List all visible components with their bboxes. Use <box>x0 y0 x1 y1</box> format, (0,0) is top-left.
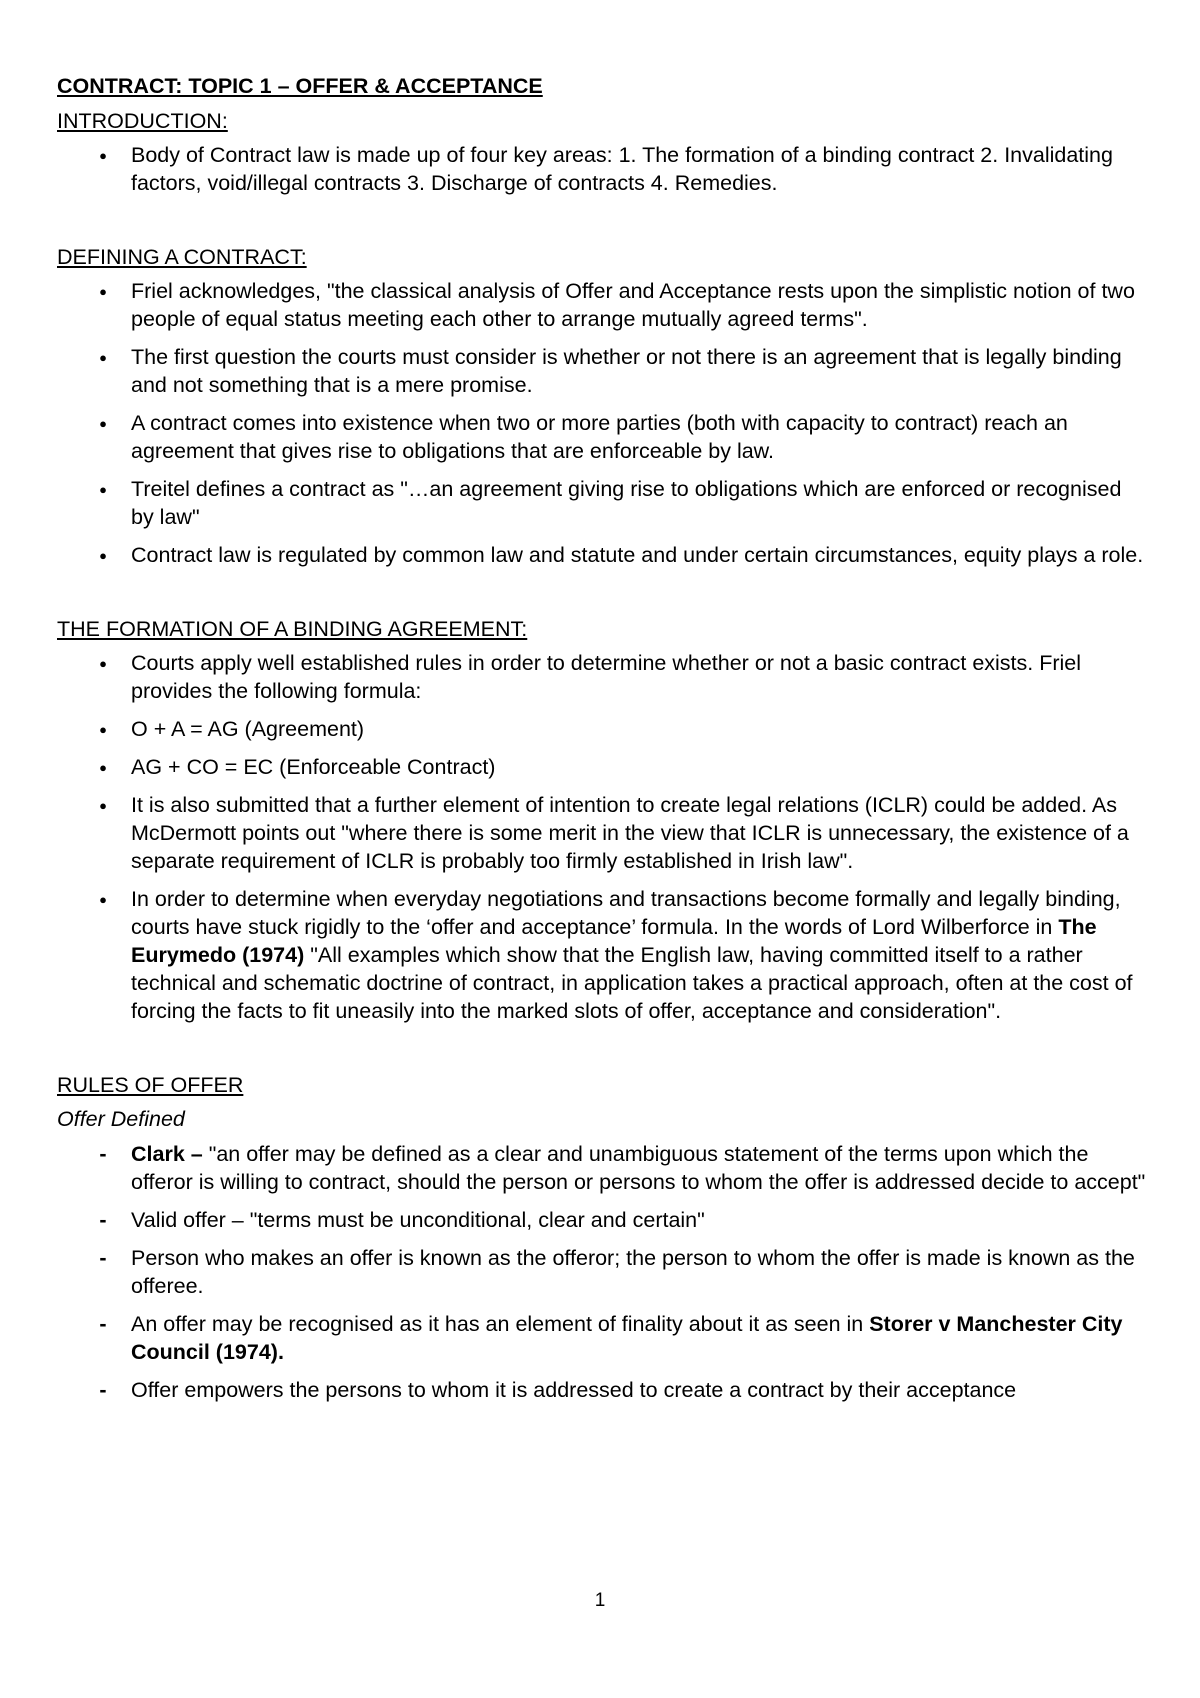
dash-icon <box>93 1206 113 1234</box>
page-number: 1 <box>594 1590 606 1611</box>
list-item <box>57 1310 1147 1366</box>
list-item <box>57 649 1147 705</box>
item-text-before: In order to determine when everyday negotiations and transactions become formally and legally binding, courts have stuck rigidly to the ‘offer and acceptance’ formula. In the words of Lord Wilberforce in <box>131 887 1121 939</box>
case-name-storer: Storer v Manchester City Council (1974). <box>131 1312 1123 1364</box>
page-content <box>57 72 1147 1414</box>
list-item <box>57 791 1147 875</box>
bullet-icon <box>93 791 113 822</box>
heading-formation: THE FORMATION OF A BINDING AGREEMENT: <box>57 617 528 641</box>
item-text: Friel acknowledges, "the classical analysis of Offer and Acceptance rests upon the simplistic notion of two people of equal status meeting each other to arrange mutually agreed terms". <box>131 279 1135 331</box>
formation-list <box>57 649 1147 1025</box>
list-item <box>57 343 1147 399</box>
bullet-icon <box>93 753 113 784</box>
bullet-icon <box>93 343 113 374</box>
item-text: The first question the courts must consider is whether or not there is an agreement that is legally binding and not something that is a mere promise. <box>131 345 1122 397</box>
list-item <box>57 475 1147 531</box>
list-item <box>57 409 1147 465</box>
item-text: Contract law is regulated by common law and statute and under certain circumstances, equity plays a role. <box>131 543 1144 567</box>
item-text: Treitel defines a contract as "…an agreement giving rise to obligations which are enforced or recognised by law" <box>131 477 1122 529</box>
document-title: CONTRACT: TOPIC 1 – OFFER & ACCEPTANCE <box>57 74 543 98</box>
item-text: A contract comes into existence when two or more parties (both with capacity to contract) reach an agreement that gives rise to obligations that are enforceable by law. <box>131 411 1068 463</box>
item-text: Courts apply well established rules in order to determine whether or not a basic contract exists. Friel provides the following formula: <box>131 651 1082 703</box>
list-item <box>57 1244 1147 1300</box>
item-text: Person who makes an offer is known as the offeror; the person to whom the offer is made is known as the offeree. <box>131 1246 1135 1298</box>
list-item <box>57 277 1147 333</box>
list-item <box>57 715 1147 743</box>
list-item <box>57 541 1147 569</box>
heading-introduction: INTRODUCTION: <box>57 109 228 133</box>
bullet-icon <box>93 885 113 916</box>
introduction-list <box>57 141 1147 197</box>
item-text: Offer empowers the persons to whom it is addressed to create a contract by their acceptance <box>131 1378 1017 1402</box>
item-text: "an offer may be defined as a clear and unambiguous statement of the terms upon which the offeror is willing to contract, should the person or persons to whom the offer is addressed decide to accept" <box>131 1142 1146 1194</box>
bullet-icon <box>93 409 113 440</box>
case-name-eurymedo: The Eurymedo (1974) <box>131 915 1097 967</box>
bullet-icon <box>93 475 113 506</box>
dash-icon <box>93 1310 113 1338</box>
item-text: Body of Contract law is made up of four key areas: 1. The formation of a binding contract 2. Invalidating factors, void/illegal contracts 3. Discharge of contracts 4. Remedies. <box>131 143 1113 195</box>
bullet-icon <box>93 541 113 572</box>
rules-list <box>57 1140 1147 1404</box>
list-item <box>57 1376 1147 1404</box>
dash-icon <box>93 1376 113 1404</box>
bullet-icon <box>93 277 113 308</box>
defining-list <box>57 277 1147 569</box>
item-text: AG + CO = EC (Enforceable Contract) <box>131 755 496 779</box>
subheading-offer-defined: Offer Defined <box>57 1107 185 1131</box>
item-text: It is also submitted that a further element of intention to create legal relations (ICLR) could be added. As McDermott points out "where there is some merit in the view that ICLR is unnecessary, the existence of a separate requirement of ICLR is probably too firmly established in Irish law". <box>131 793 1129 873</box>
item-text: Valid offer – "terms must be unconditional, clear and certain" <box>131 1208 705 1232</box>
list-item <box>57 141 1147 197</box>
list-item <box>57 1206 1147 1234</box>
list-item <box>57 753 1147 781</box>
heading-defining-contract: DEFINING A CONTRACT: <box>57 245 307 269</box>
item-text: O + A = AG (Agreement) <box>131 717 365 741</box>
heading-rules-of-offer: RULES OF OFFER <box>57 1073 244 1097</box>
author-name-clark: Clark – <box>131 1142 203 1166</box>
bullet-icon <box>93 141 113 172</box>
bullet-icon <box>93 649 113 680</box>
bullet-icon <box>93 715 113 746</box>
list-item <box>57 885 1147 1025</box>
dash-icon <box>93 1140 113 1168</box>
item-text-after: "All examples which show that the English law, having committed itself to a rather technical and schematic doctrine of contract, in application takes a practical approach, often at the cost of forcing the facts to fit uneasily into the marked slots of offer, acceptance and consideration". <box>131 943 1133 1023</box>
list-item <box>57 1140 1147 1196</box>
dash-icon <box>93 1244 113 1272</box>
item-text-before: An offer may be recognised as it has an element of finality about it as seen in <box>131 1312 870 1336</box>
